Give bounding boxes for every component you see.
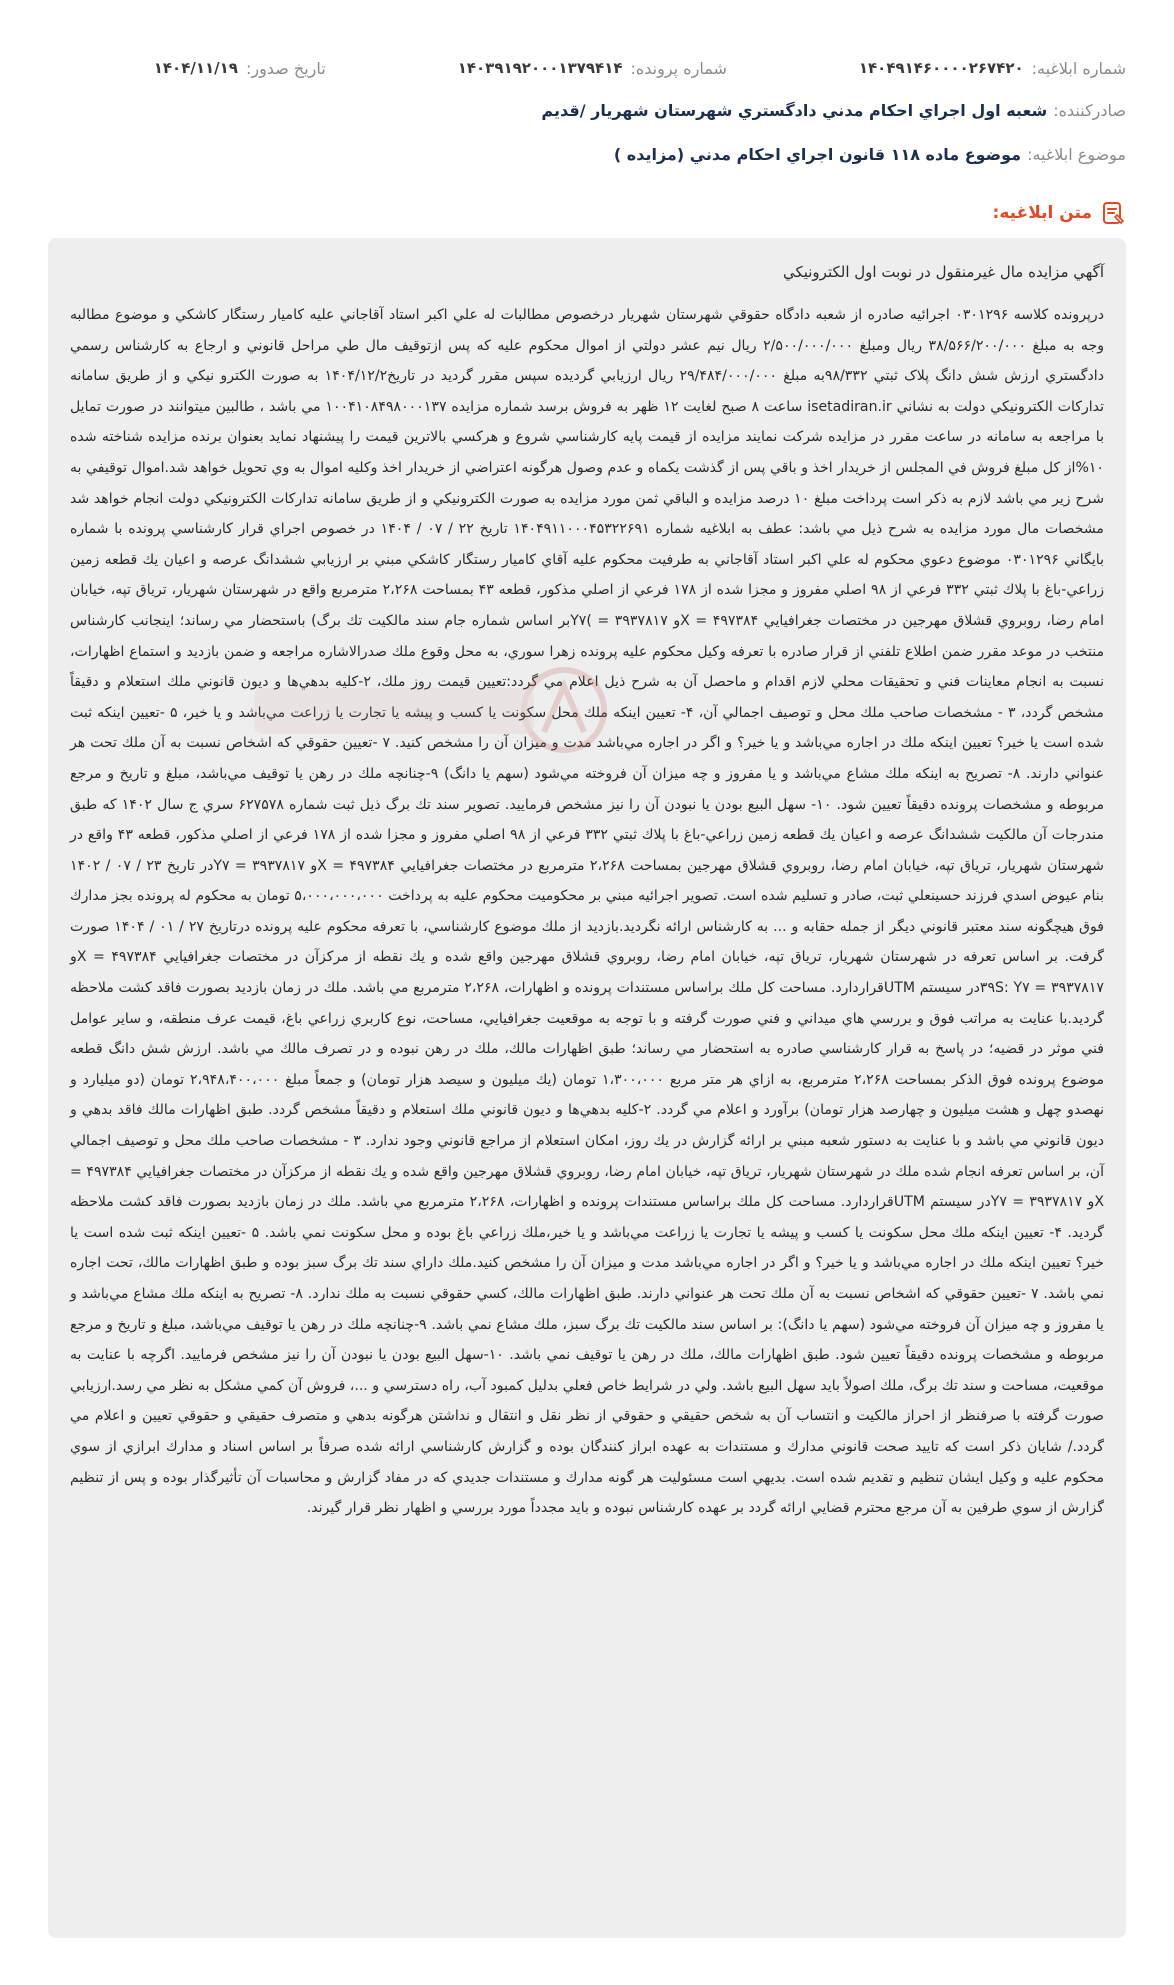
document-icon xyxy=(1100,200,1126,226)
case-number-value: ۱۴۰۳۹۱۹۲۰۰۰۱۳۷۹۴۱۴ xyxy=(457,59,623,77)
notice-number-label: شماره ابلاغیه: xyxy=(1031,58,1126,78)
subject-value: موضوع ماده ۱۱۸ قانون اجراي احکام مدني (مزايده ) xyxy=(613,144,1022,164)
subject-label: موضوع ابلاغیه: xyxy=(1027,144,1126,164)
notice-body-text: درپرونده کلاسه ۰۳۰۱۲۹۶ اجرائيه صادره از شعبه دادگاه حقوقي شهرستان شهريار درخصوص مطالبات له علي اكبر استاد آقاجاني عليه كاميار رستگار كاشكي و موضوع مطالبه وجه به مبلغ ۳۸/۵۶۶/۲۰۰/۰۰۰ ريال ومبلغ ۲/۵۰۰/۰۰۰/۰۰۰ ريال نيم عشر دولتي از اموال محكوم عليه كه پس ازتوقيف مال طي مراحل قانوني و ارجاع به كارشناس رسمي دادگستري ارزش شش دانگ پلاک ثبتي ۹۸/۳۳۲به مبلغ ۲۹/۴۸۴/۰۰۰/۰۰۰ ريال ارزيابي گرديده سپس مقرر گرديد در تاريخ۱۴۰۴/۱۲/۲ به صورت الكترو نيكي و از طريق سامانه تداركات الكترونيكي دولت به نشاني isetadiran.ir ساعت ۸ صبح لغايت ۱۲ ظهر به فروش برسد شماره مزايده ۱۰۰۴۱۰۸۴۹۸۰۰۰۱۳۷ مي باشد ، طالبين ميتوانند در صورت تمايل با مراجعه به سامانه در ساعت مقرر در مزايده شركت نمايند مزايده از قيمت پايه كارشناسي شروع و هركسي بالاترين قيمت را پيشنهاد نمايد بعنوان برنده مزايده شناخته شده ۱۰%از كل مبلغ فروش في المجلس از خريدار اخذ و باقي پس از گذشت يكماه و عدم وصول هرگونه اعتراضي از خريدار اخذ وكليه اموال به وي تحويل خواهد شد.اموال توقيفي به شرح زير مي باشد لازم به ذکر است پرداخت مبلغ ۱۰ درصد مزايده و الباقي ثمن مورد مزايده به صورت الكترونيكي و از طريق سامانه تداركات الكترونيكي دولت انجام خواهد شد مشخصات مال مورد مزايده به شرح ذيل مي باشد: عطف به ابلاغيه شماره ۱۴۰۴۹۱۱۰۰۰۴۵۳۲۲۶۹۱ تاريخ ۲۲ / ۰۷ / ۱۴۰۴ در خصوص اجراي قرار كارشناسي پرونده با شماره بايگاني ۰۳۰۱۲۹۶ موضوع دعوي محكوم له علي اكبر استاد آقاجاني به طرفيت محكوم عليه آقاي كاميار رستگار كاشكي مبني بر ارزيابي ششدانگ عرصه و اعيان يك قطعه زمين زراعي-باغ با پلاك ثبتي ۳۳۲ فرعي از ۹۸ اصلي مفروز و مجزا شده از ۱۷۸ فرعي از اصلي مذكور، قطعه ۴۳ بمساحت ۲،۲۶۸ مترمربع واقع در شهرستان شهريار، ترياق تپه، خيابان امام رضا، روبروي قشلاق مهرجين در مختصات جغرافيايي ۴۹۷۳۸۴ = Xو ۳۹۳۷۸۱۷ = )Y۷بر اساس شماره جام سند مالكيت تك برگ) باستحضار مي رساند؛ اينجانب كارشناس منتخب در موعد مقرر ضمن اطلاع تلفني از قرار صادره با تعرفه وكيل محكوم عليه پرونده زهرا سوري، به محل وقوع ملك صدرالاشاره مراجعه و ضمن بازديد و استماع اظهارات، نسبت به انجام معاينات فني و تحقيقات محلي لازم اقدام و ماحصل آن به شرح ذيل اعلام مي گردد:تعيين قيمت روز ملك، ۲-كليه بدهي‌ها و ديون قانوني ملك استعلام و دقيقاً مشخص گردد، ۳ - مشخصات صاحب ملك محل و توصيف اجمالي آن، ۴- تعيين اينكه ملك محل سكونت يا كسب و پيشه يا تجارت يا زراعت مي‌باشد و يا خير، ۵ -تعيين اينكه ثبت شده است يا خير؟ تعيين اينكه ملك در اجاره مي‌باشد و يا خير؟ و اگر در اجاره مي‌باشد مدت و ميزان آن را مشخص كنيد. ۷ -تعيين حقوقي كه اشخاص نسبت به آن ملك تحت هر عنواني دارند. ۸- تصريح به اينكه ملك مشاع مي‌باشد و يا مفروز و چه ميزان آن فروخته مي‌شود (سهم يا دانگ) ۹-چنانچه ملك در رهن يا توقيف مي‌باشد، مبلغ و تاريخ و مرجع مربوطه و مشخصات پرونده دقيقاً تعيين شود. ۱۰- سهل البيع بودن يا نبودن آن را نيز مشخص فرماييد. تصوير سند تك برگ ذيل ثبت شماره ۶۲۷۵۷۸ سري ج سال ۱۴۰۲ كه طبق مندرجات آن مالكيت ششدانگ عرصه و اعيان يك قطعه زمين زراعي-باغ با پلاك ثبتي ۳۳۲ فرعي از ۹۸ اصلي مفروز و مجزا شده از ۱۷۸ فرعي از اصلي مذكور، قطعه ۴۳ واقع در شهرستان شهريار، ترياق تپه، خيابان امام رضا، روبروي قشلاق مهرجين بمساحت ۲،۲۶۸ مترمربع در مختصات جغرافيايي ۴۹۷۳۸۴ = Xو ۳۹۳۷۸۱۷ = Y۷در تاريخ ۲۳ / ۰۷ / ۱۴۰۲ بنام عيوض اسدي فرزند حسينعلي ثبت، صادر و تسليم شده است. تصوير اجرائيه مبني بر محكوميت محكوم عليه به پرداخت ۵،۰۰۰،۰۰۰،۰۰۰ تومان به محكوم له پرونده بجز مدارك فوق هيچگونه سند معتبر قانوني ديگر از جمله حقابه و ... به كارشناس ارائه نگرديد.بازديد از ملك موضوع كارشناسي، با تعرفه محكوم عليه پرونده درتاريخ ۲۷ / ۰۱ / ۱۴۰۴ صورت گرفت. بر اساس تعرفه در شهرستان شهريار، ترياق تپه، خيابان امام رضا، روبروي قشلاق مهرجين واقع شده و يك نقطه از مركزآن در مختصات جغرافيايي ۴۹۷۳۸۴ = Xو ۳۹۳۷۸۱۷ = ۳۹S: Y۷در سيستم UTMقراردارد. مساحت كل ملك براساس مستندات پرونده و اظهارات، ۲،۲۶۸ مترمربع مي باشد. ملك در زمان بازديد بصورت فاقد كشت ملاحظه گرديد.با عنايت به مراتب فوق و بررسي هاي ميداني و فني صورت گرفته و با توجه به موقعيت جغرافيايي، مساحت، نوع كاربري زراعي باغ، قيمت عرف منطقه، و ساير عوامل فني موثر در قضيه؛ در پاسخ به قرار كارشناسي صادره به استحضار مي رساند؛ طبق اظهارات مالك، ملك در رهن نبوده و در تصرف مالك مي باشد. ارزش شش دانگ قطعه موضوع پرونده فوق الذكر بمساحت ۲،۲۶۸ مترمربع، به ازاي هر متر مربع ۱،۳۰۰،۰۰۰ تومان (يك ميليون و سيصد هزار تومان) و جمعاً مبلغ ۲،۹۴۸،۴۰۰،۰۰۰ تومان (دو ميليارد و نهصدو چهل و هشت ميليون و چهارصد هزار تومان) برآورد و اعلام مي گردد. ۲-كليه بدهي‌ها و ديون قانوني ملك استعلام و دقيقاً مشخص گردد. طبق اظهارات مالك فاقد بدهي و ديون قانوني مي باشد و با عنايت به دستور شعبه مبني بر ارائه گزارش در يك روز، امكان استعلام از مراجع قانوني وجود ندارد. ۳ - مشخصات صاحب ملك محل و توصيف اجمالي آن، بر اساس تعرفه انجام شده ملك در شهرستان شهريار، ترياق تپه، خيابان امام رضا، روبروي قشلاق مهرجين واقع شده و يك نقطه از مركزآن در مختصات جغرافيايي ۴۹۷۳۸۴ = Xو ۳۹۳۷۸۱۷ = Y۷در سيستم UTMقراردارد. مساحت كل ملك براساس مستندات پرونده و اظهارات، ۲،۲۶۸ مترمربع مي باشد. ملك در زمان بازديد بصورت فاقد كشت ملاحظه گرديد. ۴- تعيين اينكه ملك محل سكونت يا كسب و پيشه يا تجارت يا زراعت مي‌باشد و يا خير،ملك زراعي باغ بوده و محل سكونت نمي باشد. ۵ -تعيين اينكه ثبت شده است يا خير؟ تعيين اينكه ملك در اجاره مي‌باشد و يا خير؟ و اگر در اجاره مي‌باشد مدت و ميزان آن را مشخص كنيد.ملك داراي سند تك برگ سبز بوده و طبق اظهارات مالك، تحت اجاره نمي باشد. ۷ -تعيين حقوقي كه اشخاص نسبت به آن ملك تحت هر عنواني دارند. طبق اظهارات مالك، كسي حقوقي نسبت به ملك ندارد. ۸- تصريح به اينكه ملك مشاع مي‌باشد و يا مفروز و چه ميزان آن فروخته مي‌شود (سهم يا دانگ): بر اساس سند مالكيت تك برگ سبز، ملك مشاع نمي باشد. ۹-چنانچه ملك در رهن يا توقيف مي‌باشد، مبلغ و تاريخ و مرجع مربوطه و مشخصات پرونده دقيقاً تعيين شود. طبق اظهارات مالك، ملك در رهن يا توقيف نمي باشد. ۱۰-سهل البيع بودن يا نبودن آن را نيز مشخص فرماييد. اگرچه با عنايت به موقعيت، مساحت و سند تك برگ، ملك اصولاً بايد سهل البيع باشد. ولي در شرايط خاص فعلي بدليل كمبود آب، راه دسترسي و ...، فروش آن كمي مشكل به نظر مي رسد.ارزيابي صورت گرفته با صرفنظر از احراز مالكيت و انتساب آن به شخص حقيقي و حقوقي از نظر نقل و انتقال و نداشتن هرگونه بدهي و متصرف حقيقي و حقوقي تعيين و اعلام مي گردد./ شايان ذكر است كه تاييد صحت قانوني مدارك و مستندات به عهده ابراز كنندگان بوده و گزارش كارشناسي ارائه شده صرفاً بر اساس اسناد و مدارك ابرازي از سوي محكوم عليه و وكيل ايشان تنظيم و تقديم شده است. بديهي است مسئوليت هر گونه مدارك و مستندات جديدي كه در مفاد گزارش و محاسبات آن تأثيرگذار بوده و پس از تنظيم گزارش از سوي طرفين به آن مرجع محترم قضايي ارائه گردد بر عهده كارشناس نبوده و بايد مجدداً مورد بررسي و اظهار نظر قرار گيرند. xyxy=(70,307,1105,1517)
issuer-row xyxy=(60,96,1126,124)
case-number-label: شماره پرونده: xyxy=(630,58,727,78)
issue-date-value: ۱۴۰۴/۱۱/۱۹ xyxy=(153,59,238,77)
subject-row xyxy=(60,140,1126,168)
notice-text-title-label: متن ابلاغیه: xyxy=(992,203,1092,223)
issue-date-label: تاریخ صدور: xyxy=(245,58,326,78)
notice-meta-row xyxy=(60,54,1126,82)
notice-number-value: ۱۴۰۴۹۱۴۶۰۰۰۰۲۶۷۴۲۰ xyxy=(858,59,1024,77)
issuer-label: صادرکننده: xyxy=(1053,100,1126,120)
notice-content-box xyxy=(48,238,1126,1938)
notice-heading: آگهي مزايده مال غيرمنقول در نوبت اول الكترونيكي xyxy=(782,263,1104,281)
notice-text-title xyxy=(993,198,1126,228)
issue-date xyxy=(154,59,326,78)
notice-number xyxy=(859,59,1126,78)
case-number xyxy=(458,59,727,78)
issuer-value: شعبه اول اجراي احکام مدني دادگستري شهرستان شهريار /قديم xyxy=(541,100,1048,120)
